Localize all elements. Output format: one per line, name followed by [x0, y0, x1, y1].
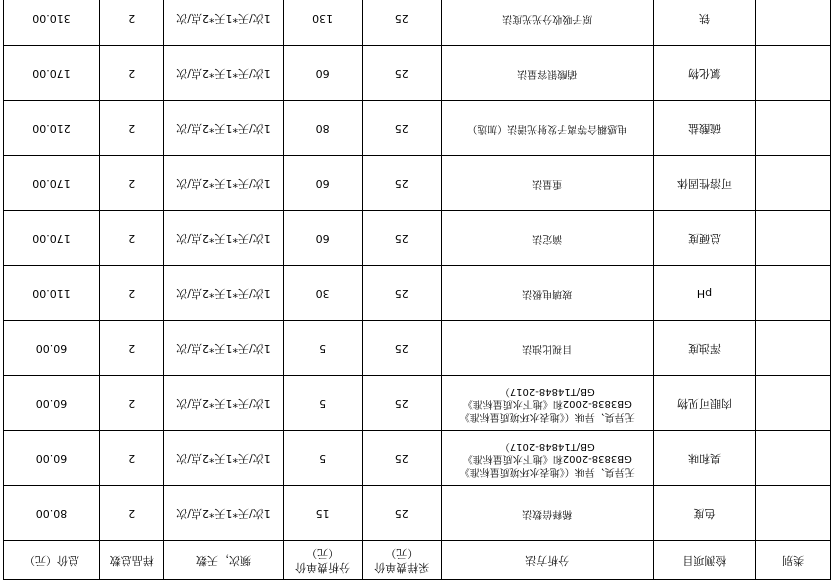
cell-item: 色度 — [653, 486, 755, 541]
cell-sampling-price: 25 — [362, 101, 441, 156]
cell-total: 210.00 — [4, 101, 100, 156]
cell-sampling-price: 25 — [362, 486, 441, 541]
column-header-frequency: 频次，天数 — [164, 541, 283, 580]
cell-method: 玻璃电极法 — [441, 266, 653, 321]
cell-frequency: 1次/天*1天*2点/次 — [164, 101, 283, 156]
cell-analysis-price: 80 — [283, 101, 362, 156]
cell-frequency: 1次/天*1天*2点/次 — [164, 321, 283, 376]
table-header — [4, 541, 831, 580]
table-row — [4, 46, 831, 101]
cell-frequency: 1次/天*1天*2点/次 — [164, 0, 283, 46]
cell-item: 总硬度 — [653, 211, 755, 266]
cell-sample-count: 2 — [100, 46, 164, 101]
cell-analysis-price: 60 — [283, 211, 362, 266]
cell-category — [756, 376, 831, 431]
cell-category — [756, 321, 831, 376]
column-header-total: 总价（元） — [4, 541, 100, 580]
cell-method: 无异臭、异味（《地表水环境质量标准》GB3838-2002和《地下水质量标准》GB/T14848-2017） — [441, 431, 653, 486]
cell-analysis-price: 15 — [283, 486, 362, 541]
cell-sampling-price: 25 — [362, 0, 441, 46]
cell-sample-count: 2 — [100, 156, 164, 211]
cell-analysis-price: 5 — [283, 321, 362, 376]
cell-method: 电感耦合等离子发射光谱法（加选） — [441, 101, 653, 156]
cell-category — [756, 431, 831, 486]
cell-sampling-price: 25 — [362, 211, 441, 266]
cell-method: 硝酸银容量法 — [441, 46, 653, 101]
table-row — [4, 211, 831, 266]
cell-total: 310.00 — [4, 0, 100, 46]
cell-total: 170.00 — [4, 211, 100, 266]
cell-method: 目视比浊法 — [441, 321, 653, 376]
table-row — [4, 431, 831, 486]
table-body — [4, 0, 831, 541]
cell-total: 60.00 — [4, 321, 100, 376]
document-page — [0, 2, 834, 580]
cell-analysis-price: 60 — [283, 156, 362, 211]
cell-analysis-price: 5 — [283, 431, 362, 486]
cell-method: 稀释倍数法 — [441, 486, 653, 541]
column-header-category: 类别 — [756, 541, 831, 580]
table-row — [4, 486, 831, 541]
table-row — [4, 321, 831, 376]
table-row — [4, 101, 831, 156]
cell-total: 110.00 — [4, 266, 100, 321]
cell-sampling-price: 25 — [362, 156, 441, 211]
cell-sampling-price: 25 — [362, 376, 441, 431]
cell-category — [756, 266, 831, 321]
cell-category — [756, 101, 831, 156]
cell-sample-count: 2 — [100, 321, 164, 376]
column-header-sampling-price: 采样费单价（元） — [362, 541, 441, 580]
cell-sample-count: 2 — [100, 101, 164, 156]
cell-method: 原子吸收分光光度法 — [441, 0, 653, 46]
table-row — [4, 266, 831, 321]
cell-sampling-price: 25 — [362, 266, 441, 321]
table-row — [4, 0, 831, 46]
cell-sample-count: 2 — [100, 266, 164, 321]
cell-total: 170.00 — [4, 156, 100, 211]
cell-analysis-price: 60 — [283, 46, 362, 101]
cell-category — [756, 211, 831, 266]
cell-analysis-price: 5 — [283, 376, 362, 431]
cell-frequency: 1次/天*1天*2点/次 — [164, 376, 283, 431]
cell-category — [756, 156, 831, 211]
cell-item: pH — [653, 266, 755, 321]
cell-total: 60.00 — [4, 376, 100, 431]
table-header-row — [4, 541, 831, 580]
cell-item: 硫酸盐 — [653, 101, 755, 156]
cell-item: 浑浊度 — [653, 321, 755, 376]
cell-item: 臭和味 — [653, 431, 755, 486]
cell-frequency: 1次/天*1天*2点/次 — [164, 431, 283, 486]
cell-frequency: 1次/天*1天*2点/次 — [164, 486, 283, 541]
cell-total: 80.00 — [4, 486, 100, 541]
table-row — [4, 376, 831, 431]
cell-analysis-price: 30 — [283, 266, 362, 321]
cell-sample-count: 2 — [100, 431, 164, 486]
cell-sample-count: 2 — [100, 0, 164, 46]
cell-sampling-price: 25 — [362, 46, 441, 101]
cell-item: 氯化物 — [653, 46, 755, 101]
cell-category — [756, 0, 831, 46]
cell-sampling-price: 25 — [362, 321, 441, 376]
cell-analysis-price: 130 — [283, 0, 362, 46]
cell-item: 可溶性固体 — [653, 156, 755, 211]
column-header-sample-count: 样品总数 — [100, 541, 164, 580]
cell-frequency: 1次/天*1天*2点/次 — [164, 46, 283, 101]
fee-table — [3, 0, 831, 580]
cell-frequency: 1次/天*1天*2点/次 — [164, 211, 283, 266]
cell-item: 铁 — [653, 0, 755, 46]
cell-category — [756, 486, 831, 541]
cell-sample-count: 2 — [100, 211, 164, 266]
cell-total: 170.00 — [4, 46, 100, 101]
column-header-method: 分析方法 — [441, 541, 653, 580]
cell-total: 60.00 — [4, 431, 100, 486]
column-header-item: 检测项目 — [653, 541, 755, 580]
cell-sampling-price: 25 — [362, 431, 441, 486]
column-header-analysis-price: 分析费单价（元） — [283, 541, 362, 580]
cell-method: 滴定法 — [441, 211, 653, 266]
cell-method: 无异臭、异味（《地表水环境质量标准》GB3838-2002和《地下水质量标准》GB/T14848-2017） — [441, 376, 653, 431]
cell-sample-count: 2 — [100, 486, 164, 541]
cell-frequency: 1次/天*1天*2点/次 — [164, 266, 283, 321]
cell-category — [756, 46, 831, 101]
cell-item: 肉眼可见物 — [653, 376, 755, 431]
cell-sample-count: 2 — [100, 376, 164, 431]
table-row — [4, 156, 831, 211]
cell-frequency: 1次/天*1天*2点/次 — [164, 156, 283, 211]
cell-method: 重量法 — [441, 156, 653, 211]
